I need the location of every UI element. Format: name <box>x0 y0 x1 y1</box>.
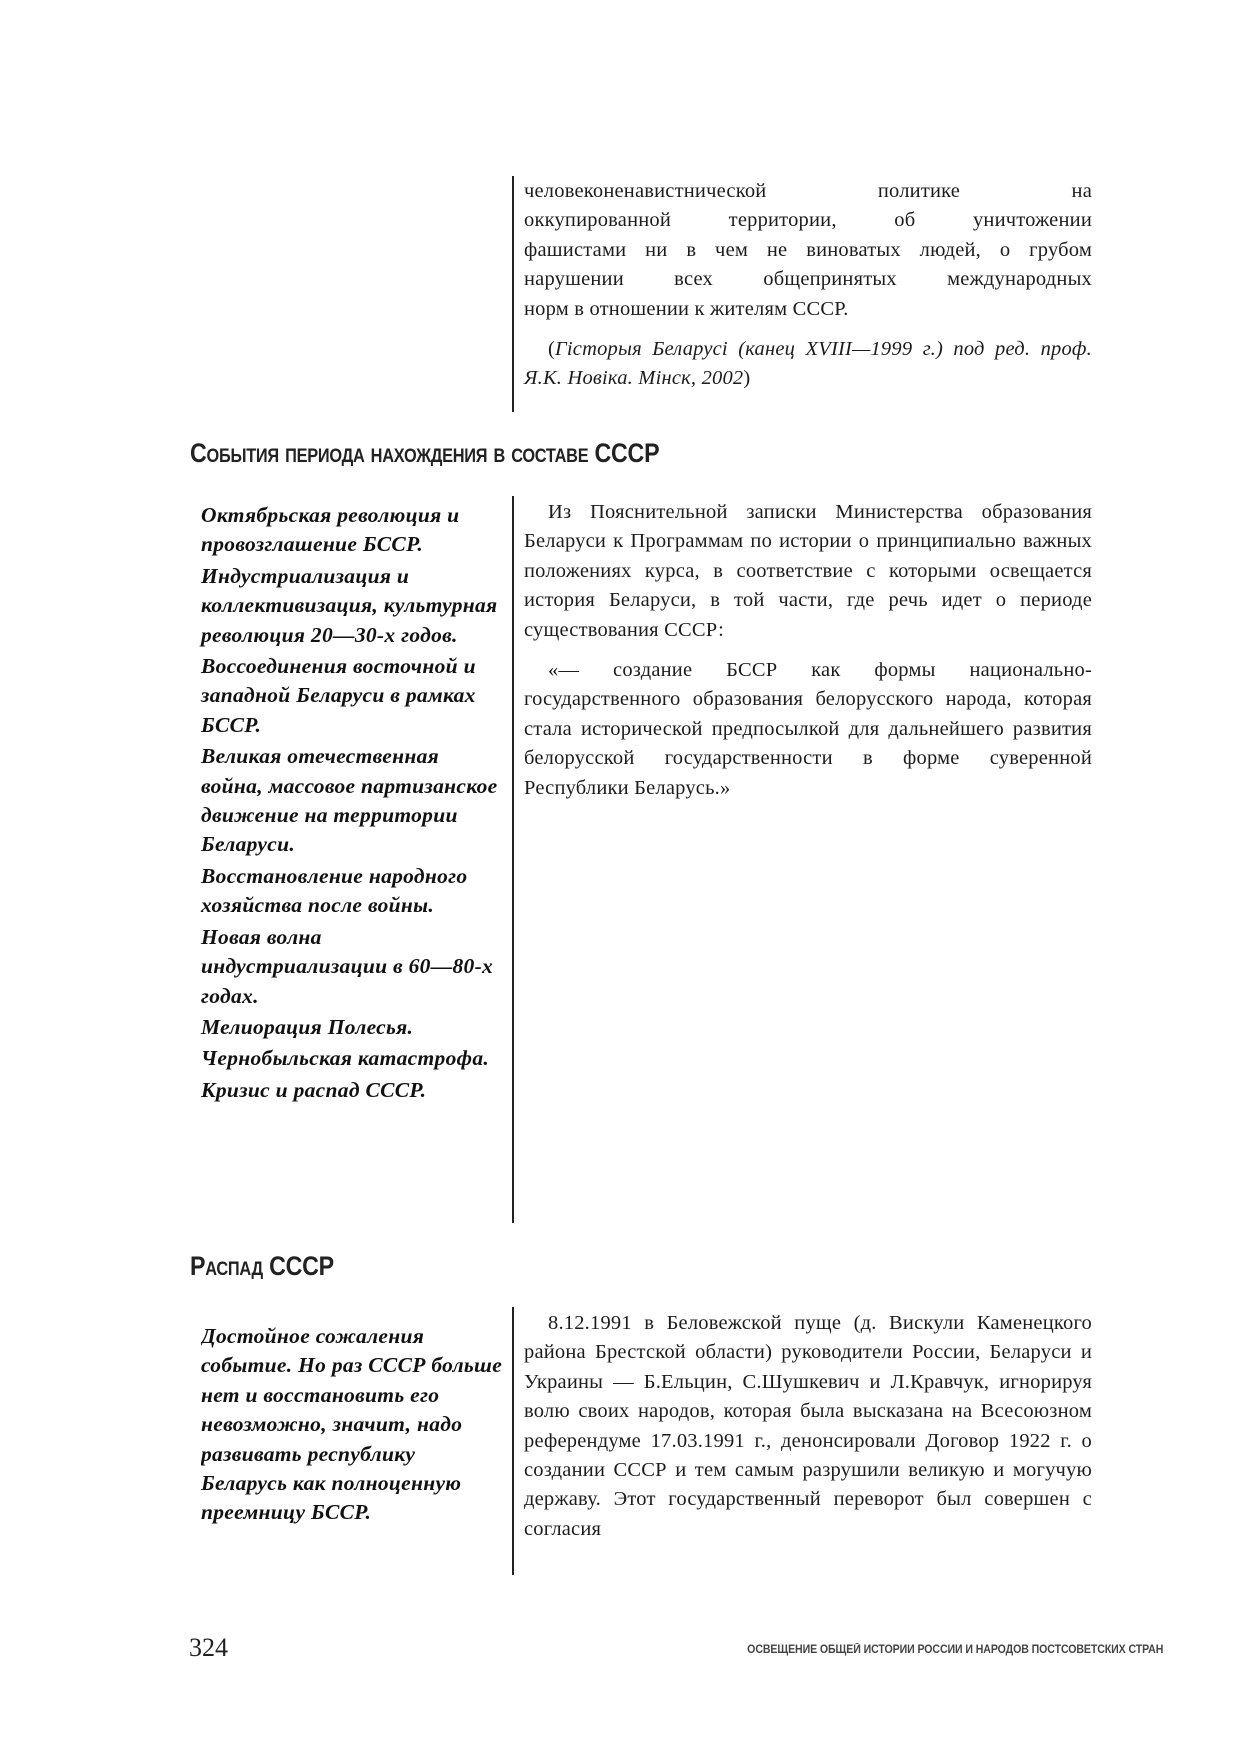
paragraph: «— создание БССР как формы национально-государственного образования белорусского народа, которая стала исторической предпосылкой для дальнейшего развития белорусской государственности в форме суверенной Республики Беларусь.» <box>524 659 1092 799</box>
side-item: Новая волна индустриализации в 60—80-х годах. <box>201 924 494 1008</box>
text-line: оккупированной территории, об уничтожении <box>524 209 1092 232</box>
text-line: человеконенавистнической политике на <box>524 180 1092 202</box>
side-item: Достойное сожаления событие. Но раз СССР больше нет и восстановить его невозможно, значит, надо развивать республику Беларусь как полноценную преемницу БССР. <box>201 1324 503 1525</box>
section-heading-collapse: Распад СССР <box>190 1251 334 1281</box>
column-divider-top <box>512 176 514 412</box>
citation-paren-open: ( <box>548 338 556 361</box>
citation-paren-close: ) <box>743 367 751 390</box>
side-item: Восстановление народного хозяйства после войны. <box>201 863 468 918</box>
page-number: 324 <box>189 1633 228 1662</box>
top-quote-block <box>524 177 1092 394</box>
side-summary-ussr <box>201 501 503 1107</box>
main-text-collapse <box>524 1309 1092 1577</box>
column-divider-ussr <box>512 496 514 1223</box>
side-item: Октябрьская революция и провозглашение БССР. <box>201 503 460 557</box>
side-item: Чернобыльская катастрофа. <box>201 1046 490 1071</box>
side-item: Великая отечественная война, массовое партизанское движение на территории Беларуси. <box>201 744 498 857</box>
running-footer-title: ОСВЕЩЕНИЕ ОБЩЕЙ ИСТОРИИ РОССИИ И НАРОДОВ ПОСТСОВЕТСКИХ СТРАН <box>746 1644 1163 1656</box>
main-text-ussr <box>524 498 1092 803</box>
citation-source: Гісторыя Беларусі (канец XVIII—1999 г.) под ред. проф. Я.К. Новіка. Мінск, 2002 <box>524 338 1092 390</box>
paragraph: 8.12.1991 в Беловежской пуще (д. Вискули Каменецкого района Брестской области) руководители России, Беларуси и Украины — Б.Ельцин, С.Шушкевич и Л.Кравчук, игнорируя волю своих народов, которая была высказана на Всесоюзном референдуме 17.03.1991 г., денонсировали Договор 1922 г. о создании СССР и тем самым разрушили великую и могучую державу. Этот государственный переворот был совершен с согласия <box>524 1312 1092 1540</box>
side-item: Воссоединения восточной и западной Беларуси в рамках БССР. <box>201 654 476 737</box>
side-item: Мелиорация Полесья. <box>201 1014 414 1039</box>
column-divider-collapse <box>512 1307 514 1575</box>
text-line: нарушении всех общепринятых международных <box>524 268 1092 291</box>
side-summary-collapse <box>201 1322 503 1574</box>
side-item: Кризис и распад СССР. <box>201 1077 427 1102</box>
section-heading-ussr: События периода нахождения в составе СССР <box>190 438 660 468</box>
side-item: Индустриализация и коллективизация, культурная революция 20—30-х годов. <box>201 563 498 647</box>
text-line: норм в отношении к жителям СССР. <box>524 297 849 320</box>
citation <box>524 335 1092 394</box>
paragraph: Из Пояснительной записки Министерства образования Беларуси к Программам по истории о принципиально важных положениях курса, в соответствие с которыми освещается история Беларуси, в той части, где речь идет о периоде существования СССР: <box>524 501 1092 641</box>
text-line: фашистами ни в чем не виноватых людей, о грубом <box>524 238 1092 261</box>
